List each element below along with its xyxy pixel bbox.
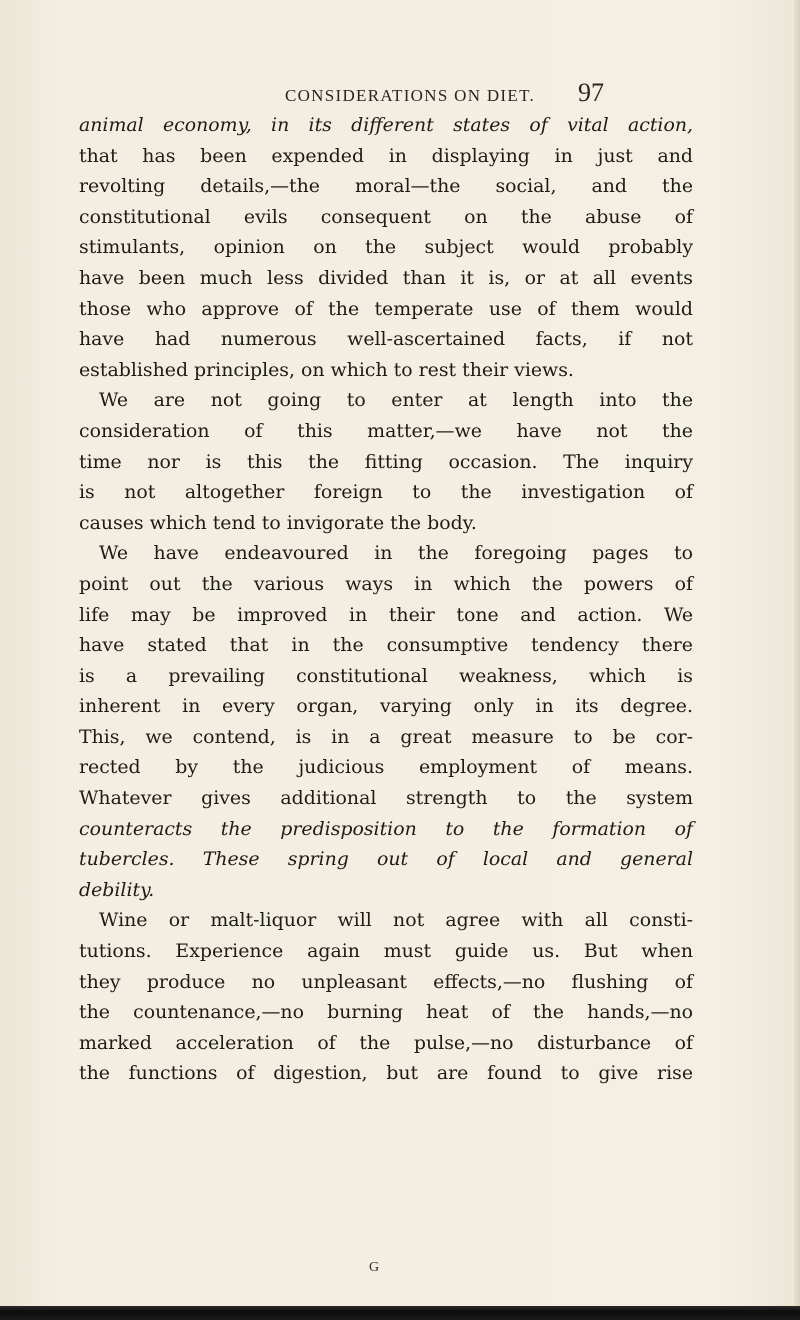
text-line: is not altogether foreign to the investigation of: [79, 481, 693, 504]
text-line: debility.: [79, 878, 155, 901]
text-line: tutions. Experience again must guide us. But when: [79, 940, 693, 963]
text-line: animal economy, in its different states of vital action,: [79, 114, 693, 136]
text-line: the countenance,—no burning heat of the hands,—no: [79, 1001, 693, 1024]
text-line: have been much less divided than it is, or at all events: [79, 266, 693, 289]
text-line: We have endeavoured in the foregoing pages to: [99, 542, 693, 565]
text-line: constitutional evils consequent on the abuse of: [79, 205, 693, 228]
text-line: counteracts the predisposition to the formation of: [79, 817, 693, 840]
text-line: We are not going to enter at length into the: [99, 389, 693, 412]
text-line: life may be improved in their tone and action. We: [79, 603, 693, 626]
text-line: marked acceleration of the pulse,—no disturbance of: [79, 1031, 693, 1054]
text-line: have stated that in the consumptive tendency there: [79, 634, 693, 657]
text-line: Wine or malt-liquor will not agree with all consti-: [99, 909, 693, 932]
text-line: This, we contend, is in a great measure to be cor-: [79, 725, 693, 748]
text-line: they produce no unpleasant effects,—no flushing of: [79, 970, 693, 993]
text-line: stimulants, opinion on the subject would probably: [79, 236, 693, 259]
running-head: CONSIDERATIONS ON DIET.: [284, 86, 536, 105]
text-line: have had numerous well-ascertained facts, if not: [79, 328, 693, 351]
signature-mark: G: [369, 1260, 380, 1275]
page-edge: [794, 0, 800, 1320]
text-line: that has been expended in displaying in just and: [79, 144, 693, 167]
text-line: tubercles. These spring out of local and general: [79, 848, 693, 871]
text-line: the functions of digestion, but are found to give rise: [79, 1062, 693, 1085]
text-line: rected by the judicious employment of means.: [79, 756, 693, 779]
text-line: Whatever gives additional strength to the system: [79, 787, 693, 810]
text-line: time nor is this the fitting occasion. The inquiry: [79, 450, 693, 473]
text-line: consideration of this matter,—we have not the: [79, 419, 693, 442]
text-line: causes which tend to invigorate the body.: [79, 511, 477, 534]
page-number: 97: [578, 78, 604, 107]
text-line: point out the various ways in which the powers of: [79, 572, 693, 595]
body-text: [79, 110, 693, 1089]
bottom-border: [0, 1306, 800, 1320]
text-line: established principles, on which to rest their views.: [79, 358, 574, 381]
text-line: those who approve of the temperate use of them would: [79, 297, 693, 320]
text-line: inherent in every organ, varying only in its degree.: [79, 695, 693, 718]
text-line: revolting details,—the moral—the social, and the: [79, 175, 693, 198]
text-line: is a prevailing constitutional weakness, which is: [79, 664, 693, 687]
